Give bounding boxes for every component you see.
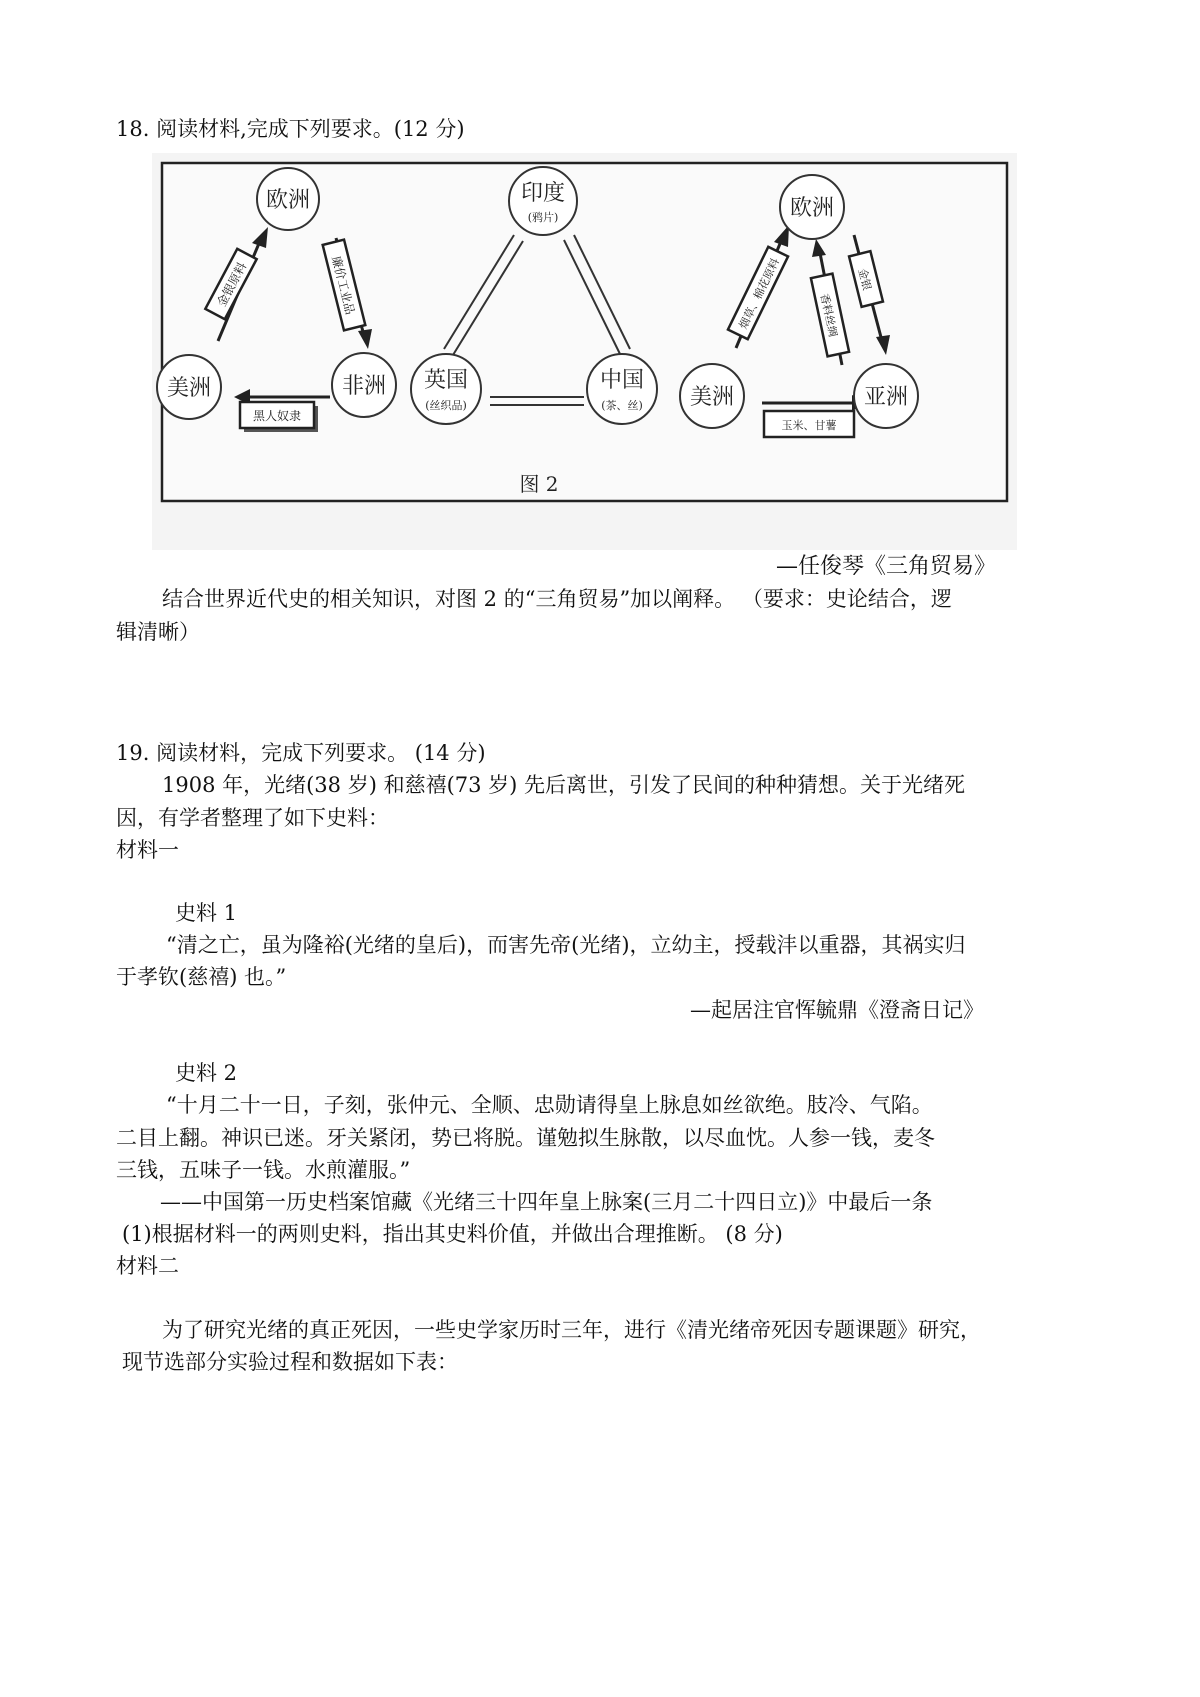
label-corn-sweet-potato: 玉米、甘薯 [781,419,837,432]
node-india-label: 印度 [520,181,566,206]
q18-source: —任俊琴《三角贸易》 [776,554,997,579]
node-europe-left-label: 欧洲 [265,188,311,213]
triangle-trade-diagram [152,153,1017,550]
node-britain-goods: (丝织品) [425,399,467,412]
label-gold-silver: 金银 [855,267,874,292]
node-britain-label: 英国 [423,368,469,393]
q18-title: 18. 阅读材料,完成下列要求。(12 分) [116,117,465,141]
label-black-slaves: 黑人奴隶 [252,409,302,423]
m2-line2: 现节选部分实验过程和数据如下表： [122,1350,458,1374]
q19-title: 19. 阅读材料，完成下列要求。 (14 分) [116,741,486,765]
q19-intro-line2: 因，有学者整理了如下史料： [116,806,389,830]
s2-line2: 二目上翻。神识已迷。牙关紧闭，势已将脱。谨勉拟生脉散，以尽血忱。人参一钱，麦冬 [116,1126,935,1150]
s2-source: ——中国第一历史档案馆藏《光绪三十四年皇上脉案(三月二十四日立)》中最后一条 [160,1190,933,1214]
label-cheap-industrial-goods: 廉价工业品 [328,254,358,317]
material1-label: 材料一 [116,838,179,862]
s1-source: —起居注官恽毓鼎《澄斋日记》 [690,998,984,1022]
triangle-trade-figure [152,153,1017,550]
q18-prompt-line1: 结合世界近代史的相关知识，对图 2 的“三角贸易”加以阐释。 （要求：史论结合，逻 [162,587,952,611]
s1-line2: 于孝钦(慈禧) 也。” [116,965,287,989]
label-tobacco-cotton: 烟草、棉花原料 [736,256,783,332]
label-gold-silver-raw: 金银原料 [214,259,250,309]
s2-line1: “十月二十一日，子刻，张仲元、全顺、忠勋请得皇上脉息如丝欲绝。肢冷、气陷。 [166,1093,933,1117]
s2-line3: 三钱，五味子一钱。水煎灌服。” [116,1158,411,1182]
label-spices-silk: 香料丝绸 [817,292,840,339]
figure-caption: 图 2 [519,472,559,496]
material2-label: 材料二 [116,1254,179,1278]
sub-question-1: (1)根据材料一的两则史料，指出其史料价值，并做出合理推断。 (8 分) [122,1222,783,1246]
node-asia-label: 亚洲 [863,385,909,410]
node-europe-right-label: 欧洲 [789,196,835,221]
q19-intro-line1: 1908 年，光绪(38 岁) 和慈禧(73 岁) 先后离世，引发了民间的种种猜想。关于光绪死 [162,773,966,797]
s1-line1: “清之亡，虽为隆裕(光绪的皇后)，而害先帝(光绪)，立幼主，授载沣以重器，其祸实归 [166,933,966,957]
s1-label: 史料 1 [175,901,238,925]
s2-label: 史料 2 [175,1061,238,1085]
node-china-label: 中国 [599,368,645,393]
node-africa-label: 非洲 [341,374,387,399]
node-america-left-label: 美洲 [166,376,212,401]
m2-line1: 为了研究光绪的真正死因，一些史学家历时三年，进行《清光绪帝死因专题课题》研究， [162,1318,981,1342]
node-india-goods: (鸦片) [527,211,559,224]
q18-prompt-line2: 辑清晰） [116,620,200,644]
node-china-goods: (茶、丝) [601,399,643,412]
node-america-right-label: 美洲 [689,385,735,410]
